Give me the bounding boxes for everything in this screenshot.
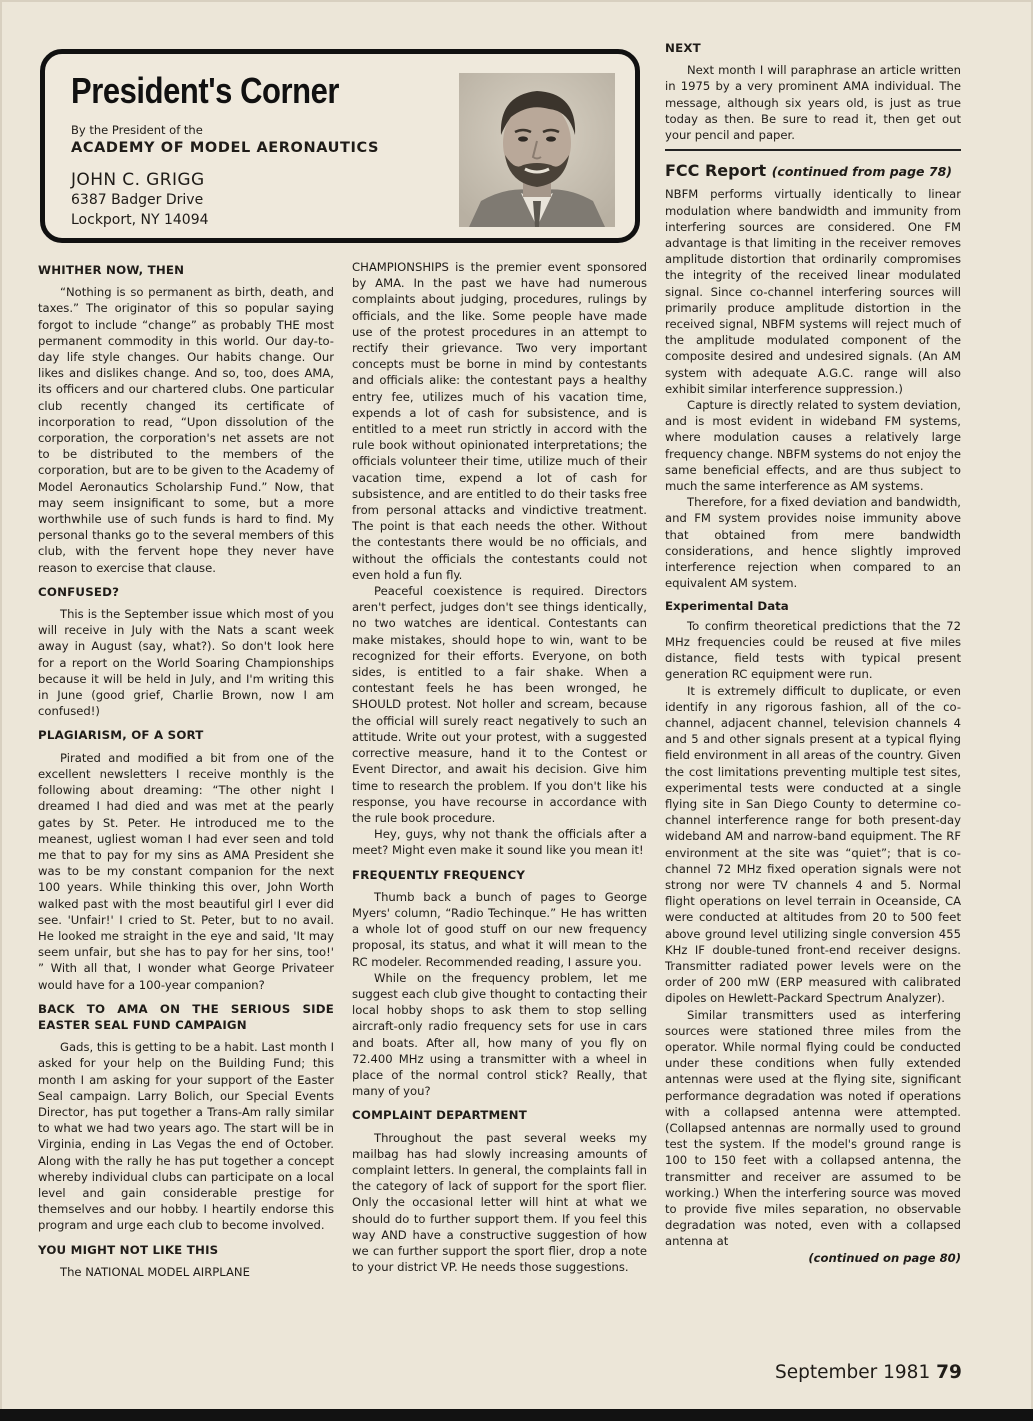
heading-whither-now-then: WHITHER NOW, THEN bbox=[38, 263, 185, 277]
paragraph: It is extremely difficult to duplicate, or even identify in any rigorous fashion, all of the co-channel, adjacent channel, television channels 4 and 5 and other signals present at a typical flying field environment in all areas of the country. Given the cost limitations preventing multiple test sites, experimental tests were conducted at a single flying site in San Diego County to determine co-channel interference range for both present-day wideband AM and narrow-band equipment. The RF environment at the site was “quiet”; that is co-channel 72 MHz fixed operation signals were not strong nor were TV channels 4 and 5. Normal flight operations on level terrain in Oceanside, CA were conducted at altitudes from 20 to 500 feet above ground level utilizing single conversion 455 KHz IF double-tuned front-end receiver designs. Transmitter radiated power levels were on the order of 200 mW (ERP measured with calibrated dipoles on Hewlett-Packard Spectrum Analyzer). bbox=[665, 683, 961, 1006]
paragraph: Next month I will paraphrase an article written in 1975 by a very prominent AMA individual. The message, although six years old, is just as true today as then. Be sure to read it, then get out your pencil and paper. bbox=[665, 63, 961, 143]
organization-name: ACADEMY OF MODEL AERONAUTICS bbox=[71, 140, 380, 156]
column-middle bbox=[352, 259, 647, 1275]
heading-complaint-department: COMPLAINT DEPARTMENT bbox=[352, 1108, 527, 1123]
heading-plagiarism: PLAGIARISM, OF A SORT bbox=[38, 728, 204, 743]
paragraph: To confirm theoretical predictions that the 72 MHz frequencies could be reused at five miles distance, field tests with typical present generation RC equipment were run. bbox=[665, 618, 961, 682]
page-number: 79 bbox=[936, 1362, 962, 1383]
paragraph: Gads, this is getting to be a habit. Last month I asked for your help on the Building Fund; this month I am asking for your support of the Easter Seal campaign. Larry Bolich, our Special Events Director, has put together a Trans-Am rally similar to what we had two years ago. The start will be in Virginia, ending in Las Vegas the end of October. Along with the rally he has put together a concept whereby individual clubs can participate on a local level and gain considerable prestige for themselves and our hobby. I heartily endorse this program and urge each club to become involved. bbox=[38, 1040, 334, 1233]
fcc-report-title: FCC Report bbox=[665, 161, 767, 181]
paragraph: Capture is directly related to system deviation, and is most evident in wideband FM systems, where modulation causes a relatively large frequency change. NBFM systems do not enjoy the same beneficial effects, and are thus subject to much the same interference as AM systems. bbox=[665, 398, 961, 494]
heading-frequently-frequency: FREQUENTLY FREQUENCY bbox=[352, 867, 526, 882]
paragraph: While on the frequency problem, let me suggest each club give thought to contacting their local hobby shops to ask them to stop selling aircraft-only radio frequency sets for use in cars and boats. After all, how many of you fly on 72.400 MHz using a transmitter with a wheel in place of the normal control stick? Really, that many of you? bbox=[352, 970, 647, 1099]
heading-next: NEXT bbox=[665, 41, 701, 55]
presidents-corner-title: President's Corner bbox=[71, 70, 340, 111]
fcc-report-heading bbox=[665, 163, 961, 180]
by-line: By the President of the bbox=[71, 123, 203, 137]
address-city: Lockport, NY 14094 bbox=[71, 212, 209, 228]
paragraph: Thumb back a bunch of pages to George Myers' column, “Radio Techinque.” He has written a whole lot of good stuff on our new frequency proposal, its status, and what it will mean to the RC modeler. Recommended reading, I assure you. bbox=[352, 889, 647, 969]
heading-experimental-data: Experimental Data bbox=[665, 598, 789, 613]
president-name: JOHN C. GRIGG bbox=[71, 170, 205, 190]
column-left bbox=[38, 262, 334, 1280]
heading-easter-seal: BACK TO AMA ON THE SERIOUS SIDE EASTER SEAL FUND CAMPAIGN bbox=[38, 1001, 334, 1032]
paragraph: This is the September issue which most of you will receive in July with the Nats a scant week away in August (say, what?). So don't look here for a report on the World Soaring Championships because it will be held in July, and I'm writing this in June (good grief, Charlie Brown, now I am confused!) bbox=[38, 607, 334, 719]
section-divider bbox=[665, 149, 961, 151]
presidents-corner-box bbox=[40, 49, 640, 243]
page-footer bbox=[775, 1362, 962, 1383]
continued-from-note: (continued from page 78) bbox=[771, 164, 952, 180]
paragraph: Throughout the past several weeks my mailbag has had slowly increasing amounts of complaint letters. In general, the complaints fall in the category of lack of support for the sport flier. Only the occasional letter will hint at what we should do to further support them. If you feel this way AND have a constructive suggestion of how we can further support the sport flier, drop a note to your district VP. He needs those suggestions. bbox=[352, 1130, 647, 1275]
paragraph: CHAMPIONSHIPS is the premier event sponsored by AMA. In the past we have had numerous complaints about judging, procedures, rulings by officials, and the like. Some people have made use of the protest procedures in an attempt to rectify their grievance. Two very important concepts must be borne in mind by contestants and officials alike: the contestant pays a healthy entry fee, utilizes much of his vacation time, expends a lot of cash for subsistence, and is entitled to a meet run strictly in accord with the rule book without opinionated interpretations; the officials volunteer their time, utilize much of their vacation time, expend a lot of cash for subsistence, and are entitled to do their tasks free from personal attacks and vindictive treatment. The point is that each needs the other. Without the contestants there would be no officials, and without the officials the contestants could not even hold a fun fly. bbox=[352, 260, 647, 582]
portrait-illustration bbox=[459, 73, 615, 227]
paragraph: Peaceful coexistence is required. Directors aren't perfect, judges don't see things identically, no two watches are identical. Contestants can make mistakes, should hope to win, want to be recognized for their efforts. Everyone, on both sides, is entitled to a fair shake. When a contestant feels he has been wronged, he SHOULD protest. Not holler and scream, because the official will surely react negatively to such an attitude. Write out your protest, with a suggested corrective measure, hand it to the Contest or Event Director, and await his decision. Give him time to research the problem. If you don't like his response, you have recourse in accordance with the rule book procedure. bbox=[352, 584, 647, 825]
paragraph: Hey, guys, why not thank the officials after a meet? Might even make it sound like you mean it! bbox=[352, 827, 647, 858]
paragraph: Therefore, for a fixed deviation and bandwidth, and FM system provides noise immunity above that obtained from mere bandwidth considerations, and hence slightly improved interference rejection when compared to an equivalent AM system. bbox=[665, 495, 961, 591]
address-street: 6387 Badger Drive bbox=[71, 192, 204, 208]
column-right bbox=[665, 40, 961, 1266]
paragraph: The NATIONAL MODEL AIRPLANE bbox=[60, 1264, 250, 1279]
paragraph: Pirated and modified a bit from one of the excellent newsletters I receive monthly is the following about dreaming: “The other night I dreamed I had died and was met at the pearly gates by St. Peter. He introduced me to the meanest, ugliest woman I had ever seen and told me that to pay for my sins as AMA President she was to be my constant companion for the next 100 years. While thinking this over, John Worth walked past with the most beautiful girl I ever did see. 'Unfair!' I cried to St. Peter, but to no avail. He looked me straight in the eye and said, 'It may seem unfair, but she has to pay for her sins, too!' ” With all that, I wonder what George Privateer would have for a 100-year companion? bbox=[38, 750, 334, 992]
heading-confused: CONFUSED? bbox=[38, 584, 120, 599]
heading-you-might-not-like-this: YOU MIGHT NOT LIKE THIS bbox=[38, 1242, 219, 1257]
paragraph: Similar transmitters used as interfering sources were stationed three miles from the operator. While normal flying could be conducted under these conditions when fully extended antennas were used at the flying site, significant performance degradation was noted if operations with a collapsed antenna were attempted. (Collapsed antennas are normally used to ground test the system. If the model's ground range is 100 to 150 feet with a collapsed antenna, the transmitter and receiver are assumed to be working.) When the interfering source was moved to provide five miles separation, no observable degradation was noted, even with a collapsed antenna at bbox=[665, 1007, 961, 1249]
scan-bottom-edge bbox=[0, 1409, 1033, 1421]
issue-date: September 1981 bbox=[775, 1362, 931, 1383]
president-portrait-photo bbox=[459, 73, 615, 227]
paragraph: NBFM performs virtually identically to linear modulation where bandwidth and immunity from interfering sources are considered. One FM advantage is that limiting in the receiver removes amplitude distortion that ordinarily compromises the integrity of the received linear modulated signal. Since co-channel interfering sources will primarily produce amplitude distortion in the received signal, NBFM systems will reject much of the amplitude modulated component of the composite desired and undesired signals. (An AM system with adequate A.G.C. range will also exhibit similar interference suppression.) bbox=[665, 187, 961, 396]
paragraph: “Nothing is so permanent as birth, death, and taxes.” The originator of this so popular saying forgot to include “change” as probably THE most permanent commodity in this world. Our day-to-day life style changes. Our habits change. Our likes and dislikes change. And so, too, does AMA, its officers and our chartered clubs. One particular club recently changed its certificate of incorporation to read, “Upon dissolution of the corporation, the corporation's net assets are not to be distributed to the members of the corporation, but are to be given to the Academy of Model Aeronautics Scholarship Fund.” Now, that may seem insignificant to some, but a more worthwhile use of such funds is hard to find. My personal thanks go to the several members of this club, with the fervent hope they never have reason to exercise that clause. bbox=[38, 285, 334, 575]
continued-on-note: (continued on page 80) bbox=[808, 1250, 961, 1265]
